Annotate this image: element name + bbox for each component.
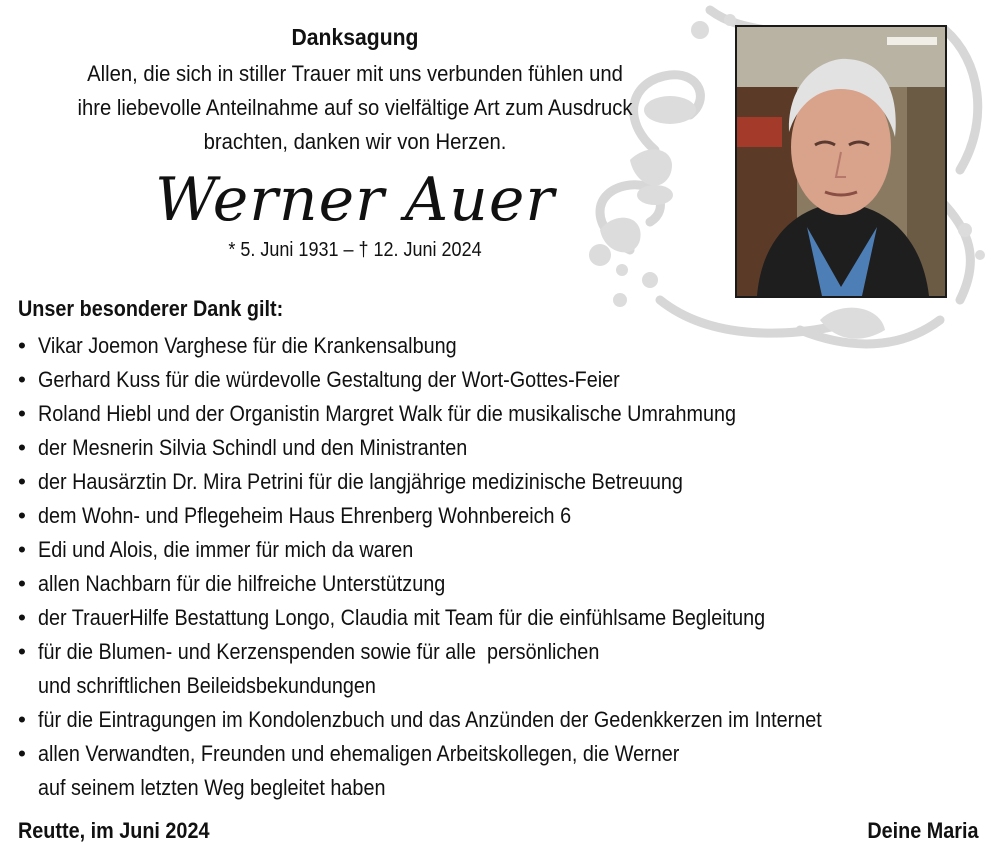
list-item xyxy=(18,567,978,601)
bullet: • xyxy=(18,639,26,664)
portrait-photo xyxy=(735,25,947,298)
list-item xyxy=(18,737,978,771)
list-item-text: allen Verwandten, Freunden und ehemaligen Arbeitskollegen, die Werner xyxy=(38,741,680,766)
thanks-title: Unser besonderer Dank gilt: xyxy=(18,296,284,321)
bullet: • xyxy=(18,503,26,528)
life-dates: * 5. Juni 1931 – † 12. Juni 2024 xyxy=(228,239,482,261)
list-item-text: allen Nachbarn für die hilfreiche Unterstützung xyxy=(38,571,446,596)
list-item-text: Edi und Alois, die immer für mich da waren xyxy=(38,537,414,562)
list-item xyxy=(18,635,978,669)
list-item xyxy=(18,499,978,533)
intro-line: Allen, die sich in stiller Trauer mit uns verbunden fühlen und xyxy=(87,61,623,86)
signature: Deine Maria xyxy=(866,818,978,843)
bullet: • xyxy=(18,435,26,460)
list-item-text: der Hausärztin Dr. Mira Petrini für die langjährige medizinische Betreuung xyxy=(38,469,683,494)
intro-line: brachten, danken wir von Herzen. xyxy=(203,129,507,154)
footer xyxy=(18,818,978,844)
list-item xyxy=(18,703,978,737)
list-item xyxy=(18,465,978,499)
thanks-list xyxy=(18,329,978,805)
bullet: • xyxy=(18,571,26,596)
list-item xyxy=(18,397,978,431)
list-item-text: dem Wohn- und Pflegeheim Haus Ehrenberg Wohnbereich 6 xyxy=(38,503,572,528)
intro-line: ihre liebevolle Anteilnahme auf so vielfältige Art zum Ausdruck xyxy=(77,95,633,120)
bullet: • xyxy=(18,605,26,630)
list-item-text: der Mesnerin Silvia Schindl und den Ministranten xyxy=(38,435,468,460)
list-item-text: für die Eintragungen im Kondolenzbuch und das Anzünden der Gedenkkerzen im Internet xyxy=(38,707,822,732)
list-item-continuation xyxy=(18,771,978,805)
list-item-text: für die Blumen- und Kerzenspenden sowie für alle persönlichen xyxy=(38,639,600,664)
list-item xyxy=(18,533,978,567)
place-date: Reutte, im Juni 2024 xyxy=(18,818,210,843)
bullet xyxy=(18,771,38,805)
bullet: • xyxy=(18,741,26,766)
list-item-text: Vikar Joemon Varghese für die Krankensalbung xyxy=(38,333,457,358)
list-item-text: auf seinem letzten Weg begleitet haben xyxy=(38,775,386,800)
list-item xyxy=(18,329,978,363)
bullet: • xyxy=(18,537,26,562)
bullet: • xyxy=(18,367,26,392)
list-item-text: und schriftlichen Beileidsbekundungen xyxy=(38,673,376,698)
list-item-text: Roland Hiebl und der Organistin Margret Walk für die musikalische Umrahmung xyxy=(38,401,737,426)
bullet: • xyxy=(18,707,26,732)
bullet: • xyxy=(18,333,26,358)
list-item xyxy=(18,601,978,635)
bullet: • xyxy=(18,469,26,494)
bullet xyxy=(18,669,38,703)
list-item-text: der TrauerHilfe Bestattung Longo, Claudia mit Team für die einfühlsame Begleitung xyxy=(38,605,766,630)
heading: Danksagung xyxy=(291,24,419,50)
list-item-text: Gerhard Kuss für die würdevolle Gestaltung der Wort-Gottes-Feier xyxy=(38,367,620,392)
list-item-continuation xyxy=(18,669,978,703)
header xyxy=(30,24,680,262)
list-item xyxy=(18,431,978,465)
deceased-name: Werner Auer xyxy=(154,165,556,235)
list-item xyxy=(18,363,978,397)
bullet: • xyxy=(18,401,26,426)
